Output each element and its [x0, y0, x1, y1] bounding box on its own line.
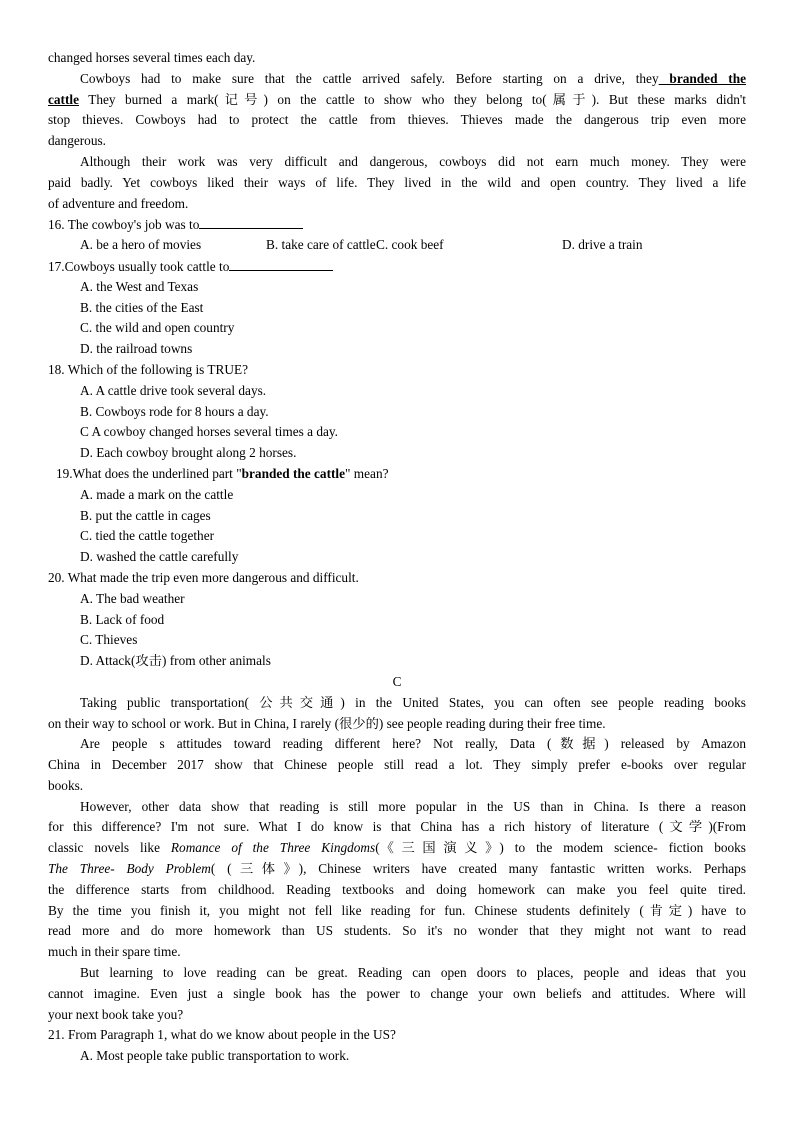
passage-b-paragraph-2-line: of adventure and freedom.	[48, 195, 189, 211]
passage-c-paragraph-2-line: Are people s attitudes toward reading different here? Not really, Data (数据) released by Amazon	[80, 736, 746, 752]
question-20-option-c: C. Thieves	[80, 632, 138, 648]
passage-b-line: changed horses several times each day.	[48, 50, 256, 65]
question-18-option-b: B. Cowboys rode for 8 hours a day.	[80, 403, 269, 419]
text-segment: Cowboys had to make sure that the cattle arrived safely. Before starting on a drive, they	[80, 70, 659, 86]
question-20-option-a: A. The bad weather	[80, 590, 185, 606]
question-20-option-b: B. Lack of food	[80, 611, 165, 627]
question-text: " mean?	[345, 465, 389, 481]
passage-c-paragraph-1-line: Taking public transportation( 公共交通) in the United States, you can often see people reading books	[80, 694, 746, 710]
book-title: The Three- Body Problem	[48, 861, 211, 877]
answer-blank	[229, 256, 333, 271]
text-segment: They burned a mark(记号) on the cattle to show who they belong to(属于). But these marks didn't	[79, 91, 746, 107]
passage-c-paragraph-3-line	[48, 859, 746, 880]
passage-b-paragraph-1-line: stop thieves. Cowboys had to protect the cattle from thieves. Thieves made the dangerous trip even more	[48, 112, 746, 128]
question-16-options	[48, 235, 746, 256]
text-segment: (《三国演义》) to the modem science- fiction books	[375, 840, 746, 856]
text-segment: classic novels like	[48, 840, 171, 856]
text-segment: ( (三体》), Chinese writers have created many fantastic written works. Perhaps	[210, 861, 746, 877]
question-19-option-b: B. put the cattle in cages	[80, 507, 211, 523]
option-d: D. drive a train	[562, 237, 643, 253]
question-18-stem: 18. Which of the following is TRUE?	[48, 361, 249, 377]
option-a: A. be a hero of movies	[80, 237, 202, 253]
question-21-option-a: A. Most people take public transportation to work.	[80, 1048, 350, 1064]
underlined-phrase: cattle	[48, 91, 80, 107]
passage-c-paragraph-4-line: cannot imagine. Even just a single book has the power to change your own beliefs and attitudes. Where will	[48, 985, 746, 1001]
passage-c-paragraph-3-line: the difference starts from childhood. Reading textbooks and doing homework can make you feel quite tired.	[48, 881, 746, 897]
underlined-phrase: branded the	[658, 70, 746, 86]
passage-c-paragraph-1-line: on their way to school or work. But in China, I rarely (很少的) see people reading during their free time.	[48, 715, 606, 731]
option-c: C. cook beef	[376, 237, 444, 253]
question-17-stem	[48, 256, 746, 277]
passage-c-paragraph-3-line: However, other data show that reading is still more popular in the US than in China. Is there a reason	[80, 798, 746, 814]
question-19-option-a: A. made a mark on the cattle	[80, 486, 234, 502]
question-17-option-a: A. the West and Texas	[80, 278, 199, 294]
question-text: 17.Cowboys usually took cattle to	[48, 258, 230, 274]
question-20-stem: 20. What made the trip even more dangerous and difficult.	[48, 569, 359, 585]
book-title: Romance of the Three Kingdoms	[170, 840, 376, 856]
question-20-option-d: D. Attack(攻击) from other animals	[80, 653, 271, 669]
question-17-option-b: B. the cities of the East	[80, 299, 204, 315]
question-19-stem	[48, 464, 746, 485]
question-17-option-c: C. the wild and open country	[80, 320, 235, 336]
question-19-option-c: C. tied the cattle together	[80, 528, 215, 544]
passage-c-paragraph-2-line: China in December 2017 show that Chinese people still read a lot. They simply prefer e-books over regular	[48, 757, 746, 773]
section-heading-c: C	[392, 673, 402, 689]
option-b: B. take care of cattle	[266, 237, 376, 253]
question-text: 19.What does the underlined part "	[56, 465, 242, 481]
question-18-option-d: D. Each cowboy brought along 2 horses.	[80, 445, 297, 461]
passage-c-paragraph-4-line: your next book take you?	[48, 1006, 184, 1022]
passage-b-paragraph-2-line: Although their work was very difficult and dangerous, cowboys did not earn much money. They were	[80, 153, 746, 169]
question-18-option-c: C A cowboy changed horses several times a day.	[80, 424, 338, 440]
passage-c-paragraph-3-line: for this difference? I'm not sure. What I do know is that China has a rich history of literature (文学)(From	[48, 819, 746, 835]
question-17-option-d: D. the railroad towns	[80, 341, 193, 357]
passage-c-paragraph-3-line: By the time you finish it, you might not fell like reading for fun. Chinese students definitely (肯定) have to	[48, 902, 746, 918]
exam-page	[48, 48, 746, 1067]
passage-c-paragraph-3-line: much in their spare time.	[48, 944, 181, 960]
passage-c-paragraph-3-line	[48, 838, 746, 859]
passage-b-paragraph-1-line	[48, 69, 746, 90]
passage-c-paragraph-2-line: books.	[48, 777, 84, 793]
answer-blank	[199, 214, 303, 229]
passage-b-paragraph-2-line: paid badly. Yet cowboys liked their ways of life. They lived in the wild and open country. They lived a life	[48, 174, 746, 190]
passage-c-paragraph-3-line: read more and do more homework than US students. So it's no wonder that they might not want to read	[48, 923, 746, 939]
bold-phrase: branded the cattle	[241, 465, 346, 481]
question-text: 16. The cowboy's job was to	[48, 217, 200, 233]
question-21-stem: 21. From Paragraph 1, what do we know about people in the US?	[48, 1027, 396, 1043]
question-18-option-a: A. A cattle drive took several days.	[80, 382, 267, 398]
question-16-stem	[48, 214, 746, 235]
passage-b-paragraph-1-line: dangerous.	[48, 133, 106, 149]
passage-b-paragraph-1-line	[48, 90, 746, 111]
passage-c-paragraph-4-line: But learning to love reading can be great. Reading can open doors to places, people and ideas that you	[80, 965, 746, 981]
question-19-option-d: D. washed the cattle carefully	[80, 549, 239, 565]
